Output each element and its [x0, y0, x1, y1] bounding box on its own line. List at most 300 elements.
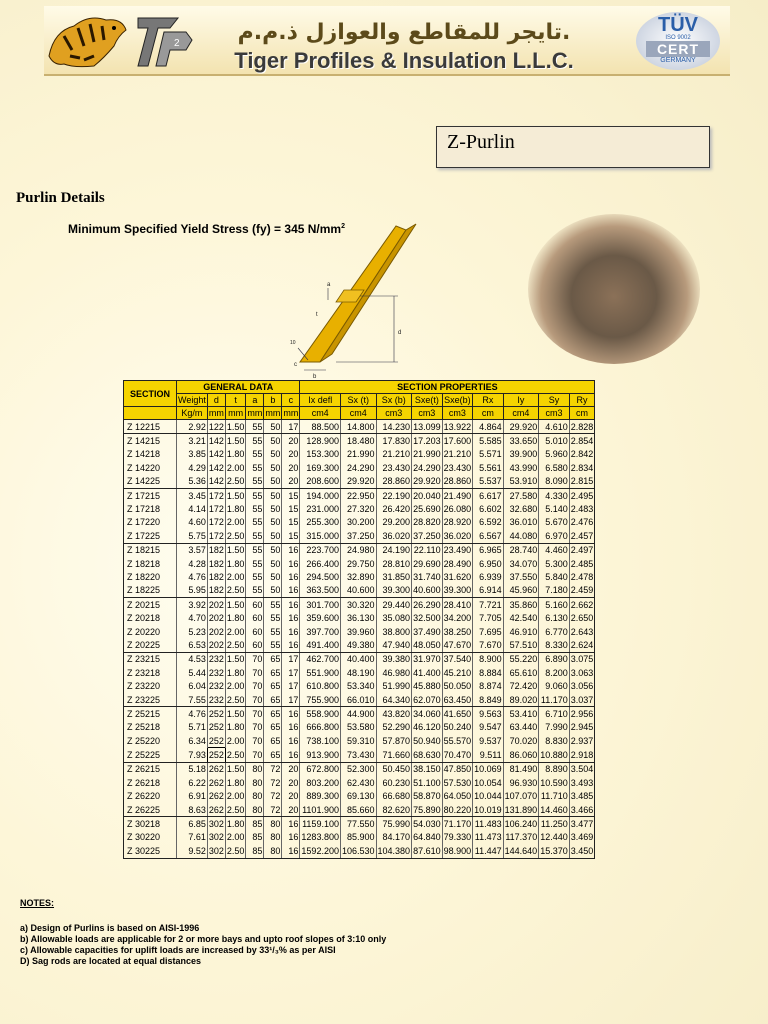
table-cell: 1.50 [225, 488, 246, 502]
table-cell: 53.410 [503, 707, 539, 721]
table-cell: 50.050 [443, 681, 472, 692]
table-cell: 41.650 [442, 707, 473, 721]
section-cell: Z 20220 [124, 625, 177, 638]
table-cell: 9.563 [473, 707, 504, 721]
table-cell: 153.300 [300, 448, 341, 461]
table-cell: 262 [208, 777, 224, 788]
table-cell: 63.440 [503, 721, 539, 734]
unit-header: cm3 [442, 407, 473, 420]
table-cell: 20 [282, 448, 300, 461]
table-row [124, 638, 595, 652]
table-cell: 738.100 [300, 734, 341, 748]
table-row [124, 420, 595, 434]
tuv-cert: CERT [646, 41, 710, 57]
unit-header: cm [473, 407, 504, 420]
table-cell: 7.990 [539, 721, 570, 734]
table-cell: 2.956 [569, 707, 595, 721]
table-cell: 232 [207, 652, 225, 666]
table-cell: 5.840 [539, 570, 570, 583]
table-cell: 54.030 [412, 817, 443, 831]
column-header: d [207, 394, 225, 407]
table-cell: 6.592 [473, 516, 504, 529]
table-cell: 31.740 [413, 571, 441, 582]
table-cell: 262 [207, 762, 225, 776]
table-cell: 3.92 [177, 598, 208, 612]
table-cell: 6.970 [539, 529, 570, 543]
table-cell: 1159.100 [300, 817, 341, 831]
header-banner [44, 6, 730, 76]
factory-photo [528, 214, 700, 364]
table-cell: 610.800 [300, 679, 341, 692]
table-row [124, 762, 595, 776]
dim-angle: 10 [290, 340, 296, 346]
table-cell: 8.200 [539, 666, 570, 679]
table-row [124, 448, 595, 461]
table-cell: 5.95 [177, 584, 208, 598]
table-cell: 2.918 [569, 748, 595, 762]
table-cell: 70.470 [442, 748, 473, 762]
table-cell: 3.477 [569, 817, 595, 831]
table-cell: 39.960 [340, 625, 376, 638]
table-cell: 4.53 [177, 652, 208, 666]
general-data-header: GENERAL DATA [177, 381, 300, 394]
table-cell: 24.980 [340, 543, 376, 557]
table-cell: 38.800 [376, 625, 412, 638]
table-cell: 3.485 [570, 791, 594, 802]
table-cell: 29.750 [340, 557, 376, 570]
table-cell: 2.00 [226, 681, 245, 692]
table-cell: 80 [264, 844, 282, 858]
table-cell: 231.000 [300, 502, 341, 515]
table-cell: 7.180 [539, 584, 570, 598]
table-cell: 1592.200 [300, 844, 341, 858]
table-cell: 41.400 [413, 667, 441, 678]
table-cell: 4.70 [177, 611, 208, 624]
section-cell: Z 25218 [124, 721, 177, 734]
table-cell: 72 [264, 803, 282, 817]
table-cell: 64.340 [376, 693, 412, 707]
table-cell: 2.478 [570, 571, 594, 582]
table-cell: 88.500 [300, 420, 341, 434]
table-cell: 62.070 [412, 693, 443, 707]
table-cell: 28.820 [413, 517, 441, 528]
table-cell: 182 [208, 571, 224, 582]
table-cell: 16 [282, 584, 300, 598]
unit-header: cm4 [300, 407, 341, 420]
table-row [124, 516, 595, 529]
table-cell: 14.800 [340, 420, 376, 434]
table-cell: 17 [282, 679, 300, 692]
section-cell: Z 18225 [124, 584, 177, 598]
section-cell: Z 23220 [124, 679, 177, 692]
table-cell: 6.602 [473, 502, 504, 515]
table-cell: 57.530 [443, 777, 472, 788]
column-header: Sxe(b) [442, 394, 473, 407]
table-cell: 85.660 [340, 803, 376, 817]
table-cell: 70.020 [503, 734, 539, 748]
table-cell: 1.80 [226, 449, 245, 460]
table-cell: 28.740 [503, 543, 539, 557]
table-cell: 1.50 [225, 598, 246, 612]
table-cell: 1.80 [226, 667, 245, 678]
table-cell: 23.430 [443, 462, 472, 473]
table-cell: 50 [264, 543, 282, 557]
table-cell: 71.660 [376, 748, 412, 762]
table-cell: 62.430 [340, 776, 376, 789]
table-cell: 13.099 [412, 420, 443, 434]
table-cell: 202 [208, 613, 224, 624]
table-cell: 71.170 [442, 817, 473, 831]
table-cell: 60 [246, 611, 264, 624]
unit-header: cm4 [340, 407, 376, 420]
table-cell: 27.580 [503, 488, 539, 502]
table-cell: 79.330 [443, 832, 472, 843]
table-cell: 2.00 [226, 832, 245, 843]
section-cell: Z 17218 [124, 502, 177, 515]
table-cell: 262 [208, 791, 224, 802]
table-cell: 43.990 [503, 461, 539, 474]
table-cell: 202 [207, 638, 225, 652]
table-cell: 85 [246, 831, 264, 844]
table-cell: 2.00 [226, 571, 245, 582]
table-cell: 4.864 [473, 420, 504, 434]
table-cell: 39.300 [376, 584, 412, 598]
table-cell: 194.000 [300, 488, 341, 502]
table-cell: 2.00 [226, 735, 245, 746]
section-cell: Z 25215 [124, 707, 177, 721]
table-cell: 35.860 [503, 598, 539, 612]
table-cell: 4.330 [539, 488, 570, 502]
table-cell: 16 [282, 598, 300, 612]
column-header: Ry [569, 394, 595, 407]
table-row [124, 748, 595, 762]
table-cell: 45.880 [413, 681, 441, 692]
table-cell: 232 [208, 667, 224, 678]
table-cell: 4.29 [177, 461, 208, 474]
table-cell: 2.00 [226, 462, 245, 473]
table-cell: 11.447 [473, 844, 504, 858]
table-cell: 3.469 [570, 832, 594, 843]
yield-stress-text: Minimum Specified Yield Stress (fy) = 345 N/mm [68, 222, 342, 236]
table-cell: 70 [246, 748, 264, 762]
table-cell: 55 [246, 529, 264, 543]
table-cell: 51.990 [376, 679, 412, 692]
table-cell: 28.860 [442, 475, 473, 489]
table-cell: 70 [246, 666, 264, 679]
table-cell: 60.230 [376, 776, 412, 789]
dim-t: t [316, 312, 318, 318]
table-cell: 55 [246, 516, 264, 529]
tuv-country: GERMANY [660, 57, 696, 64]
table-cell: 2.476 [570, 517, 594, 528]
section-cell: Z 14220 [124, 461, 177, 474]
table-cell: 255.300 [300, 516, 341, 529]
table-row [124, 488, 595, 502]
table-cell: 20 [282, 790, 300, 803]
table-row [124, 666, 595, 679]
table-cell: 82.620 [376, 803, 412, 817]
section-cell: Z 26220 [124, 790, 177, 803]
table-cell: 49.380 [340, 638, 376, 652]
table-row [124, 693, 595, 707]
table-cell: 30.200 [340, 516, 376, 529]
table-cell: 73.430 [340, 748, 376, 762]
table-cell: 6.85 [177, 817, 208, 831]
table-cell: 50 [264, 475, 282, 489]
table-cell: 46.910 [503, 625, 539, 638]
table-cell: 20.040 [412, 488, 443, 502]
units-spacer [124, 407, 177, 420]
table-cell: 2.650 [570, 613, 594, 624]
table-cell: 2.50 [225, 638, 246, 652]
table-cell: 16 [282, 748, 300, 762]
table-cell: 50.240 [443, 722, 472, 733]
table-cell: 3.493 [570, 777, 594, 788]
table-cell: 1.80 [225, 817, 246, 831]
table-cell: 10.880 [539, 748, 570, 762]
table-cell: 31.970 [412, 652, 443, 666]
table-cell: 301.700 [300, 598, 341, 612]
table-cell: 6.91 [177, 790, 208, 803]
table-cell: 208.600 [300, 475, 341, 489]
table-cell: 142 [208, 462, 224, 473]
section-cell: Z 26215 [124, 762, 177, 776]
table-cell: 462.700 [300, 652, 341, 666]
table-cell: 64.050 [443, 791, 472, 802]
table-cell: 2.495 [569, 488, 595, 502]
section-cell: Z 14215 [124, 434, 177, 448]
table-cell: 9.511 [473, 748, 504, 762]
table-cell: 32.500 [413, 613, 441, 624]
table-cell: 65 [264, 748, 282, 762]
table-cell: 16 [282, 734, 300, 748]
table-cell: 9.060 [539, 679, 570, 692]
table-cell: 15.370 [539, 844, 570, 858]
table-cell: 36.020 [442, 529, 473, 543]
table-cell: 16 [282, 638, 300, 652]
table-cell: 16 [282, 844, 300, 858]
table-cell: 20 [282, 475, 300, 489]
table-cell: 551.900 [300, 666, 341, 679]
section-cell: Z 12215 [124, 420, 177, 434]
table-cell: 10.044 [474, 791, 502, 802]
table-cell: 98.900 [442, 844, 473, 858]
column-header: Sxe(t) [412, 394, 443, 407]
table-cell: 27.320 [340, 502, 376, 515]
table-cell: 72.420 [503, 679, 539, 692]
table-cell: 2.92 [177, 420, 208, 434]
table-cell: 22.950 [340, 488, 376, 502]
table-cell: 5.23 [177, 625, 208, 638]
table-cell: 666.800 [300, 721, 341, 734]
table-cell: 53.910 [503, 475, 539, 489]
column-header: Iy [503, 394, 539, 407]
table-cell: 36.130 [340, 611, 376, 624]
table-cell: 66.010 [340, 693, 376, 707]
table-cell: 142 [208, 449, 224, 460]
table-cell: 202 [207, 598, 225, 612]
table-cell: 4.460 [539, 543, 570, 557]
table-cell: 17.830 [376, 434, 412, 448]
table-cell: 84.170 [376, 831, 412, 844]
column-header: Sy [539, 394, 570, 407]
table-cell: 24.290 [413, 462, 441, 473]
table-cell: 55 [246, 557, 264, 570]
table-cell: 1.50 [225, 762, 246, 776]
table-cell: 55 [246, 475, 264, 489]
table-cell: 86.060 [503, 748, 539, 762]
table-cell: 55 [264, 611, 282, 624]
table-cell: 52.300 [340, 762, 376, 776]
table-cell: 558.900 [300, 707, 341, 721]
dim-b: b [313, 374, 317, 380]
table-cell: 55 [246, 570, 264, 583]
table-cell: 70 [246, 734, 264, 748]
table-cell: 6.770 [539, 625, 570, 638]
unit-header: mm [265, 408, 281, 418]
table-cell: 397.700 [300, 625, 341, 638]
table-cell: 2.834 [570, 462, 594, 473]
table-cell: 2.50 [225, 748, 246, 762]
table-cell: 63.450 [442, 693, 473, 707]
table-cell: 40.400 [340, 652, 376, 666]
table-cell: 10.054 [474, 777, 502, 788]
table-cell: 55 [264, 638, 282, 652]
table-cell: 4.76 [177, 707, 208, 721]
table-cell: 50 [264, 502, 282, 515]
table-cell: 1.50 [225, 707, 246, 721]
table-cell: 172 [208, 517, 224, 528]
table-cell: 70 [246, 707, 264, 721]
table-cell: 232 [207, 693, 225, 707]
table-cell: 45.960 [503, 584, 539, 598]
notes-section [20, 898, 386, 967]
table-cell: 3.504 [569, 762, 595, 776]
table-cell: 15 [282, 488, 300, 502]
table-cell: 252 [207, 707, 225, 721]
table-cell: 252 [207, 748, 225, 762]
table-cell: 35.080 [376, 611, 412, 624]
table-cell: 81.490 [503, 762, 539, 776]
table-cell: 6.130 [539, 611, 570, 624]
table-cell: 11.710 [539, 790, 570, 803]
table-cell: 55 [264, 598, 282, 612]
column-header: b [264, 394, 282, 407]
table-cell: 55 [246, 448, 264, 461]
table-cell: 16 [282, 557, 300, 570]
table-cell: 5.18 [177, 762, 208, 776]
column-header: a [246, 394, 264, 407]
table-cell: 47.670 [442, 638, 473, 652]
table-cell: 10.019 [473, 803, 504, 817]
section-cell: Z 17215 [124, 488, 177, 502]
section-cell: Z 20218 [124, 611, 177, 624]
table-cell: 22.110 [412, 543, 443, 557]
table-cell: 36.010 [503, 516, 539, 529]
table-cell: 28.810 [376, 557, 412, 570]
table-cell: 38.150 [412, 762, 443, 776]
table-cell: 29.920 [503, 420, 539, 434]
table-cell: 30.320 [340, 598, 376, 612]
table-cell: 4.28 [177, 557, 208, 570]
section-header: SECTION [124, 381, 177, 407]
table-row [124, 543, 595, 557]
table-cell: 85 [246, 817, 264, 831]
table-cell: 14.460 [539, 803, 570, 817]
table-cell: 17 [282, 693, 300, 707]
table-cell: 1.50 [225, 652, 246, 666]
company-name-arabic: تايجر للمقاطع والعوازل ذ.م.م. [237, 20, 571, 45]
table-cell: 17 [282, 652, 300, 666]
table-cell: 2.854 [569, 434, 595, 448]
table-cell: 7.55 [177, 693, 208, 707]
table-cell: 50 [264, 434, 282, 448]
table-cell: 1.50 [225, 434, 246, 448]
table-cell: 20 [282, 803, 300, 817]
table-cell: 2.624 [569, 638, 595, 652]
table-cell: 72 [264, 790, 282, 803]
table-cell: 23.430 [376, 461, 412, 474]
table-row [124, 434, 595, 448]
table-cell: 8.330 [539, 638, 570, 652]
table-cell: 50 [264, 557, 282, 570]
table-cell: 33.650 [503, 434, 539, 448]
table-row [124, 584, 595, 598]
table-cell: 5.44 [177, 666, 208, 679]
table-cell: 39.380 [376, 652, 412, 666]
table-cell: 266.400 [300, 557, 341, 570]
column-header: Rx [473, 394, 504, 407]
page-title-box [436, 126, 710, 168]
table-cell: 15 [282, 529, 300, 543]
table-cell: 80.220 [442, 803, 473, 817]
table-cell: 2.662 [569, 598, 595, 612]
table-cell: 2.815 [569, 475, 595, 489]
table-cell: 29.920 [340, 475, 376, 489]
table-cell: 39.900 [503, 448, 539, 461]
table-cell: 58.870 [413, 791, 441, 802]
table-cell: 65 [264, 693, 282, 707]
table-cell: 75.890 [412, 803, 443, 817]
table-cell: 755.900 [300, 693, 341, 707]
section-cell: Z 20225 [124, 638, 177, 652]
table-cell: 26.290 [412, 598, 443, 612]
column-header: Sx (t) [340, 394, 376, 407]
table-cell: 65 [264, 666, 282, 679]
table-cell: 15 [282, 516, 300, 529]
unit-header: cm3 [539, 407, 570, 420]
table-cell: 3.037 [569, 693, 595, 707]
table-cell: 55 [246, 488, 264, 502]
z-purlin-diagram-icon [280, 220, 440, 380]
section-cell: Z 17220 [124, 516, 177, 529]
table-cell: 5.71 [177, 721, 208, 734]
table-cell: 22.190 [376, 488, 412, 502]
table-cell: 72 [264, 762, 282, 776]
table-cell: 18.480 [340, 434, 376, 448]
table-cell: 21.990 [340, 448, 376, 461]
table-cell: 302 [207, 844, 225, 858]
table-cell: 144.640 [503, 844, 539, 858]
table-cell: 21.490 [442, 488, 473, 502]
table-cell: 1.80 [226, 558, 245, 569]
page-title: Z-Purlin [447, 131, 515, 153]
table-cell: 65 [264, 721, 282, 734]
table-cell: 223.700 [300, 543, 341, 557]
table-cell: 5.537 [473, 475, 504, 489]
table-cell: 47.940 [376, 638, 412, 652]
table-cell: 17 [282, 666, 300, 679]
